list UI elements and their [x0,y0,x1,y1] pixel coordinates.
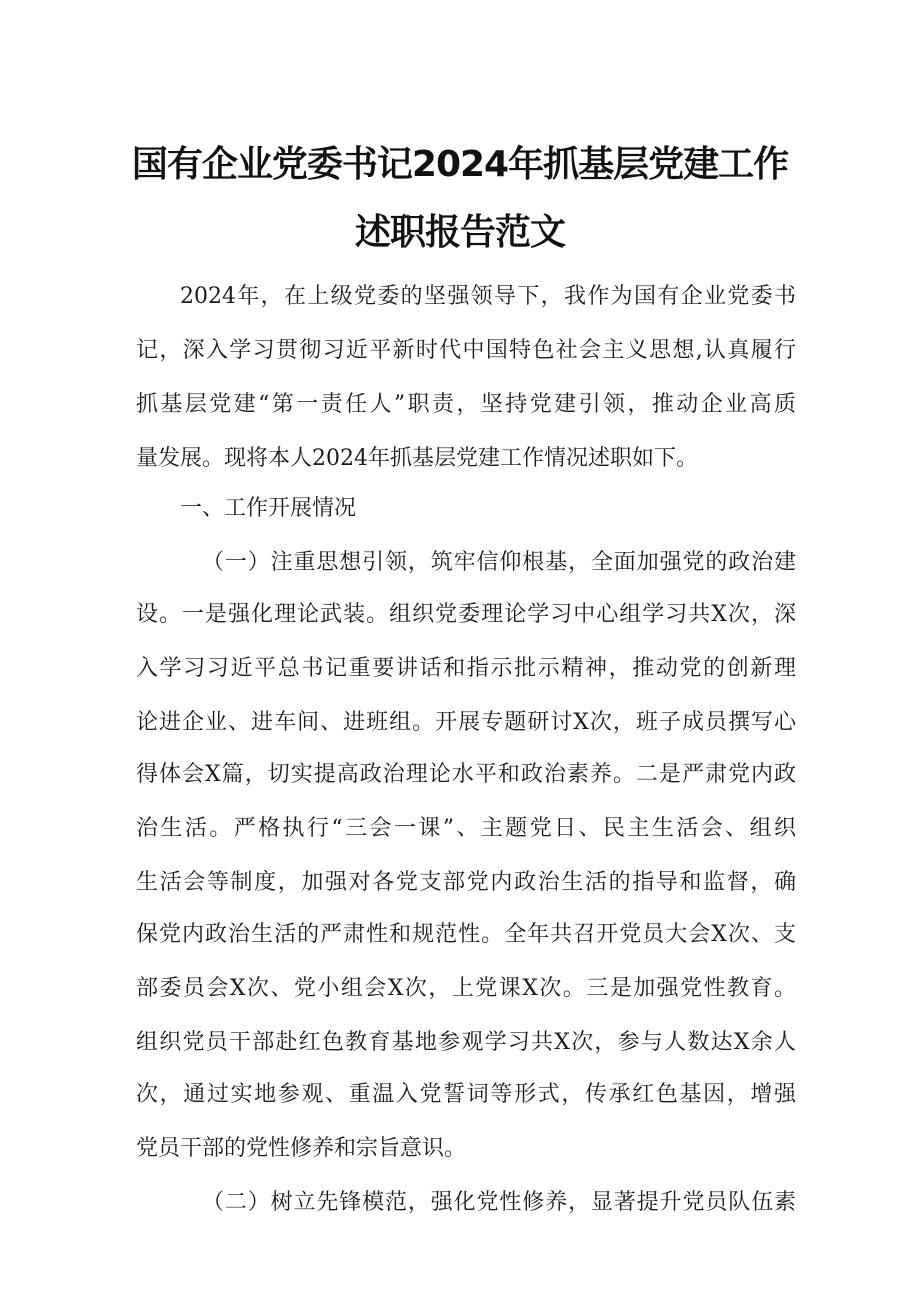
paragraph-line: 组织党员干部赴红色教育基地参观学习共X次，参与人数达X余人 [136,1030,796,1055]
paragraph-line: 论进企业、进车间、进班组。开展专题研讨X次，班子成员撰写心 [136,710,796,735]
paragraph-line: 入学习习近平总书记重要讲话和指示批示精神，推动党的创新理 [136,656,796,681]
document-title-line-1: 国有企业党委书记2024年抓基层党建工作 [131,144,789,185]
paragraph-line: 保党内政治生活的严肃性和规范性。全年共召开党员大会X次、支 [136,922,796,947]
paragraph-line: 抓基层党建“第一责任人”职责，坚持党建引领，推动企业高质 [136,392,796,417]
paragraph-line: 设。一是强化理论武装。组织党委理论学习中心组学习共X次，深 [136,602,796,627]
document-title-line-2: 述职报告范文 [354,212,565,253]
paragraph-line: 得体会X篇，切实提高政治理论水平和政治素养。二是严肃党内政 [136,762,796,787]
paragraph-line: 部委员会X次、党小组会X次，上党课X次。三是加强党性教育。 [136,976,796,1001]
section-heading: 一、工作开展情况 [180,496,357,521]
paragraph-line: 次，通过实地参观、重温入党誓词等形式，传承红色基因，增强 [136,1082,796,1107]
paragraph-line: （一）注重思想引领，筑牢信仰根基，全面加强党的政治建 [202,550,796,575]
paragraph-line: 生活会等制度，加强对各党支部党内政治生活的指导和监督，确 [136,870,796,895]
paragraph-line: 治生活。严格执行“三会一课”、主题党日、民主生活会、组织 [136,816,796,841]
paragraph-line: 2024年，在上级党委的坚强领导下，我作为国有企业党委书 [180,284,796,309]
paragraph-line: 记，深入学习贯彻习近平新时代中国特色社会主义思想,认真履行 [136,338,796,363]
paragraph-line: （二）树立先锋模范，强化党性修养，显著提升党员队伍素 [202,1190,796,1215]
paragraph-line: 量发展。现将本人2024年抓基层党建工作情况述职如下。 [136,446,698,471]
paragraph-line: 党员干部的党性修养和宗旨意识。 [136,1136,467,1161]
